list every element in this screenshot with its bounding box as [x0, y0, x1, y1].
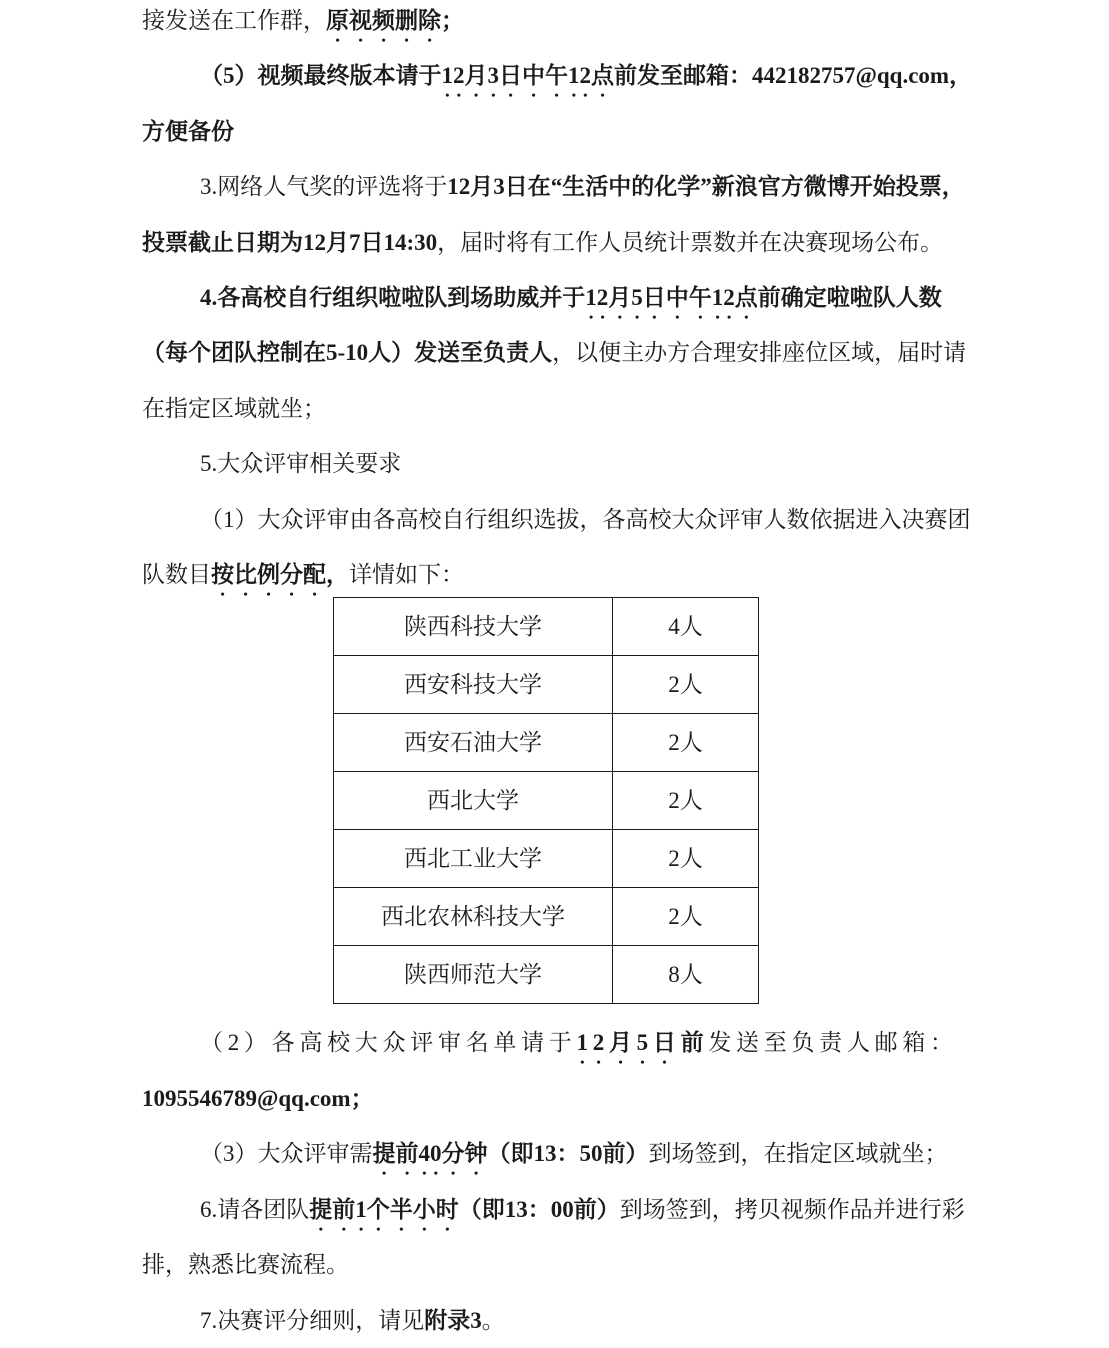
text-line — [142, 104, 965, 159]
text-segment: ； — [441, 8, 464, 33]
text-segment: 详情如下： — [349, 562, 464, 588]
table-row — [334, 946, 759, 1004]
text-line — [142, 1182, 965, 1237]
text-segment: 附录3 — [424, 1307, 482, 1333]
text-segment: （1）大众评审由各高校自行组织选拔，各高校大众评审人数依据进入决赛团 — [200, 506, 971, 532]
text-line — [142, 1126, 965, 1181]
text-segment: 4.各高校自行组织啦啦队到场助威并于 — [200, 285, 586, 311]
text-segment: 6.请各团队 — [200, 1196, 310, 1222]
table-row — [334, 830, 759, 888]
school-cell: 陕西师范大学 — [334, 946, 613, 1004]
text-segment: （3）大众评审需 — [200, 1141, 373, 1167]
text-line — [142, 0, 965, 48]
emphasized-text: 提前40分钟 — [372, 1141, 488, 1167]
school-cell: 西安科技大学 — [334, 656, 613, 714]
text-segment: 7.决赛评分细则，请见 — [200, 1307, 425, 1333]
school-cell: 西北工业大学 — [334, 830, 613, 888]
text-segment: （5）视频最终版本请于 — [200, 63, 442, 89]
text-segment: 前发至邮箱：442182757@qq.com， — [614, 63, 973, 89]
text-line — [142, 1071, 965, 1126]
text-line — [142, 492, 971, 547]
text-segment: 12月3日在“生活中的化学”新浪官方微博开始投票， — [447, 174, 965, 200]
count-cell: 2人 — [613, 830, 759, 888]
text-segment: （每个团队控制在5-10人）发送至负责人 — [142, 340, 553, 366]
text-segment: （即13：00前） — [458, 1196, 620, 1222]
count-cell: 4人 — [613, 598, 759, 656]
table-row — [334, 888, 759, 946]
count-cell: 8人 — [613, 946, 759, 1004]
count-cell: 2人 — [613, 714, 759, 772]
text-segment: （即13：50前） — [487, 1141, 649, 1167]
text-line — [142, 1237, 965, 1292]
text-segment: 发送至负责人邮箱： — [708, 1030, 958, 1056]
text-segment: 到场签到，在指定区域就坐； — [648, 1141, 948, 1167]
text-line — [142, 325, 965, 380]
text-line — [142, 215, 965, 270]
school-cell: 西安石油大学 — [334, 714, 613, 772]
text-line — [142, 1015, 965, 1070]
text-segment: 接发送在工作群， — [142, 8, 326, 33]
text-segment: ， — [326, 562, 349, 588]
text-segment: 投票截止日期为12月7日14:30 — [142, 229, 438, 255]
text-segment: 方便备份 — [142, 118, 234, 144]
text-segment: 5.大众评审相关要求 — [200, 451, 402, 477]
count-cell: 2人 — [613, 656, 759, 714]
text-segment: 。 — [481, 1307, 505, 1333]
count-cell: 2人 — [613, 888, 759, 946]
emphasized-text: 12月5日中午12点 — [585, 285, 758, 311]
text-segment: 在指定区域就坐； — [142, 395, 326, 421]
text-line — [142, 1293, 965, 1348]
table-row — [334, 656, 759, 714]
table-row — [334, 772, 759, 830]
text-segment: ，以便主办方合理安排座位区域，届时请 — [552, 340, 967, 366]
emphasized-text: 原视频删除 — [326, 8, 441, 33]
text-line — [142, 48, 973, 103]
emphasized-text: 按比例分配 — [211, 562, 326, 588]
school-cell: 西北农林科技大学 — [334, 888, 613, 946]
school-cell: 陕西科技大学 — [334, 598, 613, 656]
text-line — [142, 159, 965, 214]
text-segment: 3.网络人气奖的评选将于 — [200, 174, 448, 200]
text-line — [142, 547, 965, 602]
table-row — [334, 714, 759, 772]
allocation-table — [333, 597, 759, 1004]
text-segment: 前确定啦啦队人数 — [757, 285, 942, 311]
emphasized-text: 12月3日中午12点 — [441, 63, 614, 89]
school-cell: 西北大学 — [334, 772, 613, 830]
text-segment: （2）各高校大众评审名单请于 — [200, 1030, 577, 1056]
text-segment: 1095546789@qq.com； — [142, 1085, 374, 1111]
emphasized-text: 12月5日 — [576, 1030, 681, 1056]
text-segment: 队数目 — [142, 562, 211, 588]
text-line — [142, 381, 965, 436]
document-body — [142, 0, 973, 1348]
text-segment: ，届时将有工作人员统计票数并在决赛现场公布。 — [437, 229, 944, 255]
emphasized-text: 提前1个半小时 — [309, 1196, 459, 1222]
count-cell: 2人 — [613, 772, 759, 830]
text-segment: 前 — [680, 1030, 709, 1056]
text-line — [142, 436, 965, 491]
text-segment: 排，熟悉比赛流程。 — [142, 1252, 349, 1278]
text-segment: 到场签到，拷贝视频作品并进行彩 — [619, 1196, 965, 1222]
table-row — [334, 598, 759, 656]
text-line — [142, 270, 965, 325]
